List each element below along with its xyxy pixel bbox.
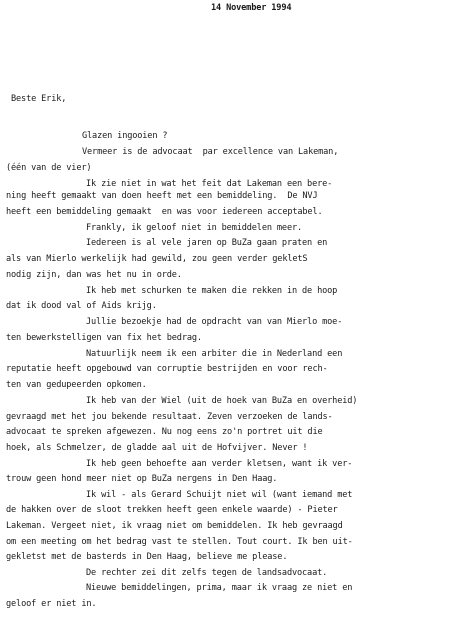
letter-line: Glazen ingooien ?	[82, 131, 168, 141]
letter-line: heeft een bemiddeling gemaakt en was voor iedereen acceptabel.	[6, 207, 323, 217]
letter-line: Nieuwe bemiddelingen, prima, maar ik vraag ze niet en	[86, 583, 353, 593]
letter-line: De rechter zei dit zelfs tegen de landsadvocaat.	[86, 568, 328, 578]
letter-line: Ik heb van der Wiel (uit de hoek van BuZa en overheid)	[86, 396, 358, 406]
letter-line: Ik heb geen behoefte aan verder kletsen, want ik ver-	[86, 459, 353, 469]
letter-line: als van Mierlo werkelijk had gewild, zou geen verder gekletS	[6, 254, 308, 264]
letter-line: ning heeft gemaakt van doen heeft met een bemiddeling. De NVJ	[6, 191, 318, 201]
letter-line: gekletst met de basterds in Den Haag, believe me please.	[6, 552, 288, 562]
letter-line: gevraagd met het jou bekende resultaat. Zeven verzoeken de lands-	[6, 412, 333, 422]
letter-line: Frankly, ik geloof niet in bemiddelen meer.	[86, 223, 303, 233]
letter-salutation: Beste Erik,	[11, 94, 67, 104]
letter-line: de hakken over de sloot trekken heeft geen enkele waarde) - Pieter	[6, 505, 338, 515]
letter-line: ten bewerkstelligen van fix het bedrag.	[6, 333, 202, 343]
letter-line: (één van de vier)	[6, 163, 92, 173]
letter-line: Lakeman. Vergeet niet, ik vraag niet om bemiddelen. Ik heb gevraagd	[6, 521, 343, 531]
letter-line: reputatie heeft opgebouwd van corruptie bestrijden en voor rech-	[6, 364, 328, 374]
letter-line: Ik heb met schurken te maken die rekken in de hoop	[86, 286, 338, 296]
letter-line: geloof er niet in.	[6, 599, 97, 609]
letter-line: nodig zijn, dan was het nu in orde.	[6, 270, 182, 280]
letter-line: Ik zie niet in wat het feit dat Lakeman een bere-	[86, 179, 333, 189]
letter-date: 14 November 1994	[211, 3, 292, 13]
letter-line: advocaat te spreken afgewezen. Nu nog eens zo'n portret uit die	[6, 427, 323, 437]
letter-line: dat ik dood val of Aids krijg.	[6, 301, 157, 311]
letter-line: Vermeer is de advocaat par excellence van Lakeman,	[82, 147, 339, 157]
letter-line: Natuurlijk neem ik een arbiter die in Nederland een	[86, 349, 343, 359]
letter-line: om een meeting om het bedrag vast te stellen. Tout court. Ik ben uit-	[6, 537, 353, 547]
letter-line: Iedereen is al vele jaren op BuZa gaan praten en	[86, 238, 328, 248]
letter-line: hoek, als Schmelzer, de gladde aal uit de Hofvijver. Never !	[6, 443, 308, 453]
letter-line: Jullie bezoekje had de opdracht van van Mierlo moe-	[86, 317, 343, 327]
letter-line: Ik wil - als Gerard Schuijt niet wil (want iemand met	[86, 490, 353, 500]
letter-line: trouw geen hond meer niet op BuZa nergens in Den Haag.	[6, 474, 278, 484]
letter-line: ten van gedupeerden opkomen.	[6, 380, 147, 390]
